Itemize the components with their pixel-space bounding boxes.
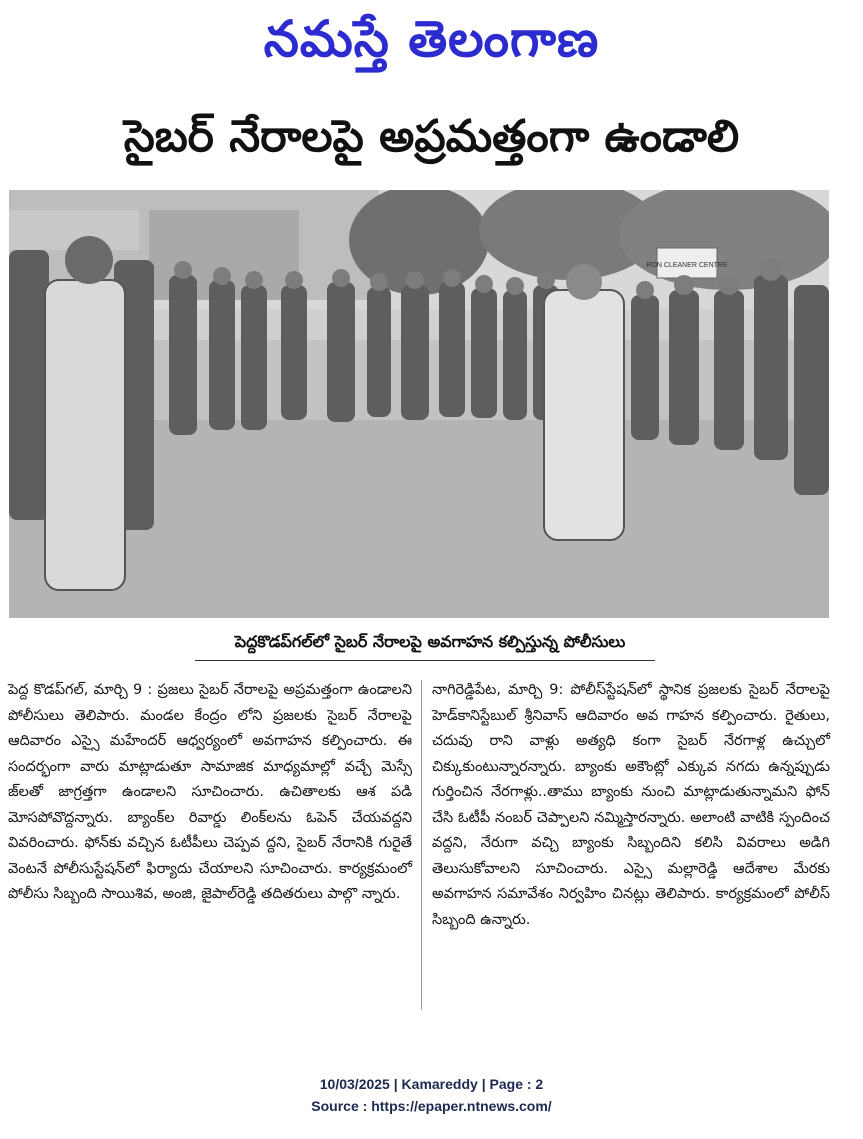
- masthead-logo: నమస్తే తెలంగాణ: [263, 10, 600, 68]
- article-photo: [9, 190, 829, 618]
- column-divider: [421, 680, 422, 1010]
- article-column-right: నాగిరెడ్డిపేట, మార్చి 9: పోలీస్‌స్టేషన్‌లో స్థానిక ప్రజలకు సైబర్ నేరాలపై హెడ్‌కానిస్టేబుల్ శ్రీనివాస్ ఆదివారం అవ గాహన కల్పించారు. రైతులు, చదువు రాని వాళ్లు అత్యధి కంగా సైబర్ నేరగాళ్ల ఉచ్చులో చిక్కుకుంటున్నారన్నారు. బ్యాంకు అకౌంట్లో ఎక్కువ నగదు ఉన్నప్పుడు గుర్తించిన నేరగాళ్లు..తాము బ్యాంకు నుంచి మాట్లాడుతున్నామని ఫోన్ చేసి ఓటీపీ నంబర్ చెప్పాలని నమ్మిస్తారన్నారు. అలాంటి వాటికి స్పందించ వద్దని, నేరుగా వచ్చి బ్యాంకు సిబ్బందిని కలిసి వివరాలు అడిగి తెలుసుకోవాలని సూచించారు. ఎస్సై మల్లారెడ్డి ఆదేశాల మేరకు అవగాహన సమావేశం నిర్వహిం చినట్లు తెలిపారు. కార్యక్రమంలో పోలీస్ సిబ్బంది ఉన్నారు.: [432, 682, 830, 928]
- caption-divider: [195, 660, 655, 661]
- footer-date: 10/03/2025: [319, 1076, 390, 1092]
- footer-page: Page : 2: [489, 1076, 544, 1092]
- footer-separator: |: [389, 1076, 402, 1092]
- footer-source: [0, 1098, 863, 1114]
- article-headline: సైబర్ నేరాలపై అప్రమత్తంగా ఉండాలి: [123, 111, 740, 162]
- article-column-left: పెద్ద కొడప్‌గల్, మార్చి 9 : ప్రజలు సైబర్ నేరాలపై అప్రమత్తంగా ఉండాలని పోలీసులు తెలిపారు. మండల కేంద్రం లోని ప్రజలకు సైబర్ నేరాలపై ఆదివారం ఎస్సై మహేందర్ ఆధ్వర్యంలో అవగాహన కల్పించారు. ఈ సందర్భంగా వారు మాట్లాడుతూ సామాజిక మాధ్యమాల్లో వచ్చే మెస్సే జ్‌లతో జాగ్రత్తగా ఉండాలని సూచించారు. ఉచితాలకు ఆశ పడి మోసపోవొద్దన్నారు. బ్యాంక్‌ల రివార్డు లింక్‌లను ఓపెన్ చేయవద్దని వివరించారు. ఫోన్‌కు వచ్చిన ఓటీపీలు చెప్పవ ద్దని, సైబర్ నేరానికి గురైతే వెంటనే పోలీసుస్టేషన్‌లో ఫిర్యాదు చేయాలని సూచించారు. కార్యక్రమంలో పోలీసు సిబ్బంది సాయిశివ, అంజి, జైపాల్‌రెడ్డి తదితరులు పాల్గొ న్నారు.: [8, 682, 412, 902]
- photo-sign-text: RON CLEANER CENTRE: [646, 262, 728, 269]
- photo-caption: పెద్దకొడప్‌గల్‌లో సైబర్ నేరాలపై అవగాహన కల్పిస్తున్న పోలీసులు: [234, 632, 626, 651]
- footer-meta: [0, 1076, 863, 1092]
- footer-location: Kamareddy: [401, 1076, 478, 1092]
- photo-police-awareness-meeting: [9, 190, 829, 618]
- footer-source-link[interactable]: https://epaper.ntnews.com/: [371, 1098, 552, 1114]
- footer-source-label: Source :: [311, 1098, 372, 1114]
- footer-separator: |: [477, 1076, 490, 1092]
